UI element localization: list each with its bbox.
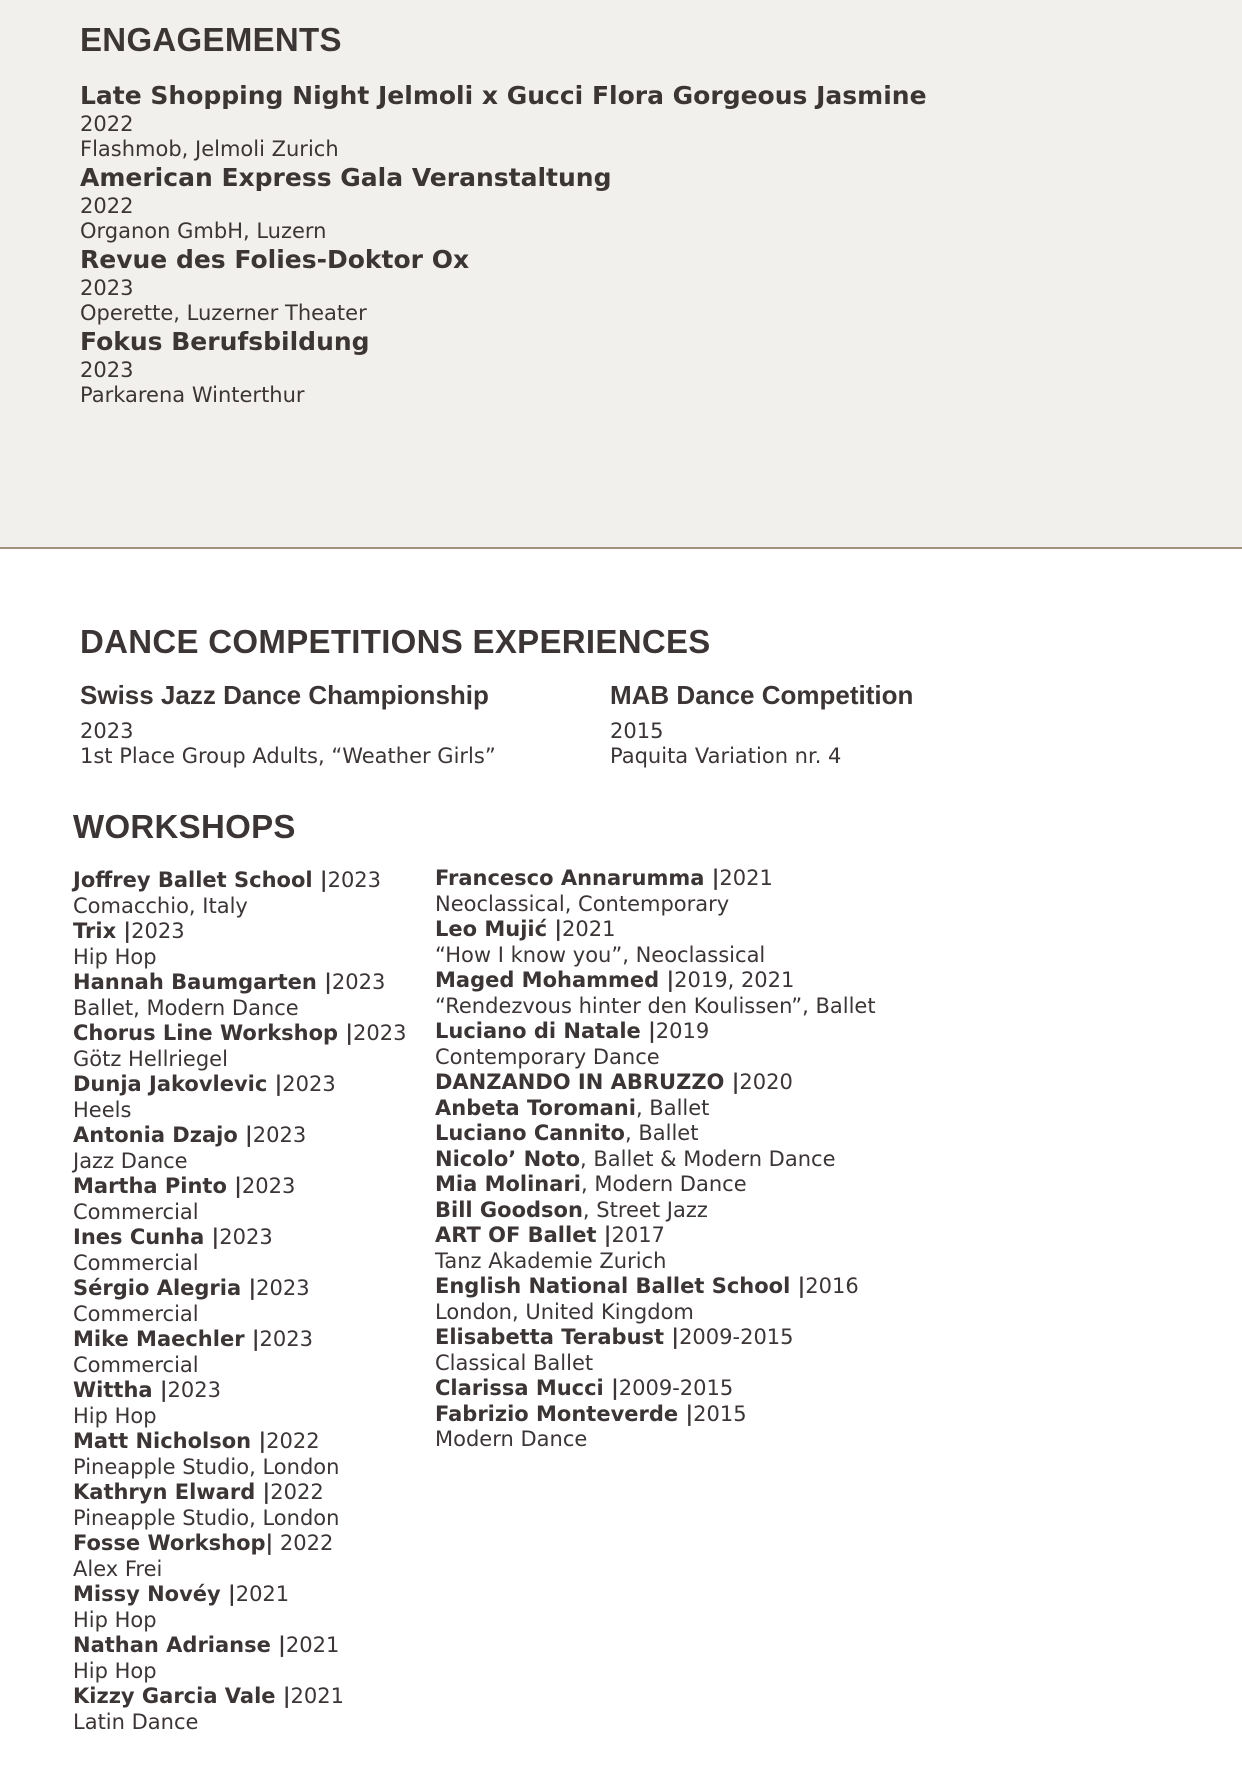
- workshop-detail: Hip Hop: [73, 1403, 157, 1428]
- workshop-name: Clarissa Mucci |: [435, 1376, 619, 1400]
- workshop-detail: Tanz Akademie Zurich: [435, 1248, 667, 1273]
- workshop-detail: Heels: [73, 1097, 132, 1122]
- workshop-detail: Latin Dance: [73, 1709, 199, 1734]
- workshop-year: , Ballet: [624, 1121, 699, 1145]
- workshop-name: English National Ballet School |: [435, 1274, 806, 1298]
- workshop-entry: [435, 1070, 876, 1096]
- workshop-year: 2021: [235, 1582, 290, 1606]
- engagement-year: 2023: [80, 276, 134, 300]
- workshops-right-column: [435, 866, 876, 1453]
- workshop-detail: “Rendezvous hinter den Koulissen”, Ballet: [435, 993, 876, 1018]
- workshop-name: Sérgio Alegria |: [73, 1276, 257, 1300]
- workshop-year: , Modern Dance: [580, 1172, 747, 1196]
- workshop-entry: [73, 1174, 407, 1200]
- workshop-name: Ines Cunha |: [73, 1225, 220, 1249]
- competition-year: 2015: [610, 719, 664, 743]
- workshop-entry: [73, 970, 407, 996]
- workshops-heading: WORKSHOPS: [73, 808, 296, 845]
- workshop-year: 2023: [331, 970, 386, 994]
- workshop-name: Wittha |: [73, 1378, 168, 1402]
- workshop-year: 2016: [805, 1274, 859, 1298]
- workshop-name: Dunja Jakovlevic |: [73, 1072, 283, 1096]
- workshop-detail: Ballet, Modern Dance: [73, 995, 299, 1020]
- workshop-year: 2022: [270, 1480, 324, 1504]
- workshop-entry: [435, 1402, 876, 1428]
- workshop-year: 2023: [353, 1021, 407, 1045]
- engagement-title: American Express Gala Veranstaltung: [80, 163, 612, 192]
- workshop-entry: [73, 1633, 407, 1659]
- workshop-year: , Ballet & Modern Dance: [580, 1146, 836, 1171]
- workshop-name: Luciano Cannito: [435, 1121, 625, 1145]
- engagement-item: [80, 162, 1080, 244]
- workshop-name: Matt Nicholson |: [73, 1429, 267, 1453]
- workshop-name: Bill Goodson: [435, 1197, 583, 1222]
- workshop-name: Maged Mohammed |: [435, 968, 675, 992]
- workshop-year: , Street Jazz: [582, 1197, 708, 1222]
- workshop-name: Mike Maechler |: [73, 1327, 260, 1351]
- engagement-detail: Parkarena Winterthur: [80, 383, 305, 407]
- workshop-name: DANZANDO IN ABRUZZO |: [435, 1070, 740, 1094]
- workshop-year: 2023: [219, 1225, 273, 1249]
- workshop-name: Anbeta Toromani: [435, 1095, 636, 1120]
- workshop-year: 2019: [655, 1019, 710, 1043]
- workshop-year: 2021: [562, 917, 616, 941]
- workshop-detail: Jazz Dance: [73, 1148, 188, 1173]
- workshop-entry: [73, 1684, 407, 1710]
- competition-detail: 1st Place Group Adults, “Weather Girls”: [80, 744, 496, 768]
- workshop-name: ART OF Ballet |: [435, 1223, 612, 1247]
- workshop-year: 2021: [290, 1684, 344, 1708]
- workshop-entry: [73, 1021, 407, 1047]
- workshop-entry: [73, 1123, 407, 1149]
- workshop-name: Nicolo’ Noto: [435, 1146, 581, 1171]
- engagement-year: 2022: [80, 194, 134, 218]
- workshop-year: 2023: [241, 1174, 296, 1198]
- engagement-detail: Organon GmbH, Luzern: [80, 219, 327, 243]
- workshop-name: Missy Novéy |: [73, 1582, 236, 1606]
- workshop-entry: [73, 1225, 407, 1251]
- workshop-detail: Hip Hop: [73, 1658, 157, 1683]
- workshop-name: Martha Pinto |: [73, 1174, 242, 1198]
- workshop-name: Kathryn Elward |: [73, 1480, 271, 1504]
- workshop-detail: Pineapple Studio, London: [73, 1505, 340, 1530]
- workshop-entry: [435, 1274, 876, 1300]
- workshop-year: , Ballet: [635, 1095, 710, 1120]
- workshop-year: 2009-2015: [618, 1376, 734, 1400]
- workshop-entry: [73, 1276, 407, 1302]
- workshop-detail: Pineapple Studio, London: [73, 1454, 340, 1479]
- competition-item: [610, 679, 1110, 769]
- workshop-entry: [435, 1172, 876, 1198]
- workshop-year: 2020: [739, 1070, 793, 1094]
- workshop-year: 2009-2015: [679, 1325, 794, 1349]
- workshop-name: Joffrey Ballet School |: [73, 868, 328, 892]
- engagement-detail: Flashmob, Jelmoli Zurich: [80, 137, 339, 161]
- workshop-name: Kizzy Garcia Vale |: [73, 1684, 291, 1708]
- workshop-entry: [435, 1198, 876, 1224]
- workshop-name: Trix |: [73, 919, 132, 943]
- workshop-entry: [73, 1429, 407, 1455]
- workshop-detail: Neoclassical, Contemporary: [435, 891, 730, 916]
- workshop-entry: [435, 1376, 876, 1402]
- workshop-entry: [435, 917, 876, 943]
- workshop-entry: [435, 1325, 876, 1351]
- competition-title: MAB Dance Competition: [610, 680, 914, 710]
- workshop-year: 2023: [131, 919, 185, 943]
- workshop-name: Fosse Workshop|: [73, 1531, 274, 1555]
- engagement-item: [80, 326, 1080, 408]
- workshop-year: 2023: [327, 868, 382, 892]
- workshop-entry: [73, 1531, 407, 1557]
- competition-title: Swiss Jazz Dance Championship: [80, 680, 489, 710]
- workshop-entry: [435, 1019, 876, 1045]
- workshop-entry: [73, 1480, 407, 1506]
- workshop-entry: [73, 1072, 407, 1098]
- workshop-entry: [73, 1378, 407, 1404]
- engagement-title: Fokus Berufsbildung: [80, 327, 370, 356]
- workshop-year: 2017: [611, 1223, 665, 1247]
- workshop-entry: [73, 868, 407, 894]
- workshop-name: Elisabetta Terabust |: [435, 1325, 680, 1349]
- workshop-name: Luciano di Natale |: [435, 1019, 656, 1043]
- workshop-detail: Modern Dance: [435, 1427, 588, 1451]
- workshop-year: 2022: [273, 1531, 334, 1555]
- engagement-item: [80, 80, 1080, 162]
- engagement-detail: Operette, Luzerner Theater: [80, 301, 367, 325]
- workshop-entry: [435, 1223, 876, 1249]
- workshop-entry: [435, 1147, 876, 1173]
- workshop-detail: Commercial: [73, 1250, 199, 1275]
- workshop-name: Hannah Baumgarten |: [73, 970, 332, 994]
- workshop-entry: [73, 1327, 407, 1353]
- engagement-title: Revue des Folies-Doktor Ox: [80, 245, 470, 274]
- workshop-detail: London, United Kingdom: [435, 1299, 694, 1324]
- workshop-detail: Commercial: [73, 1352, 199, 1377]
- engagement-title: Late Shopping Night Jelmoli x Gucci Flora Gorgeous Jasmine: [80, 81, 927, 110]
- workshop-year: 2023: [259, 1327, 313, 1351]
- workshop-detail: Alex Frei: [73, 1556, 163, 1581]
- workshop-detail: Hip Hop: [73, 1607, 157, 1632]
- workshop-year: 2021: [285, 1633, 340, 1657]
- workshop-year: 2015: [693, 1401, 747, 1426]
- workshop-entry: [435, 1096, 876, 1122]
- workshops-left-column: [73, 868, 407, 1735]
- competitions-heading: DANCE COMPETITIONS EXPERIENCES: [80, 623, 711, 660]
- workshop-year: 2023: [167, 1378, 221, 1402]
- workshop-year: 2023: [256, 1276, 310, 1300]
- workshop-detail: Commercial: [73, 1199, 199, 1224]
- engagement-item: [80, 244, 1080, 326]
- engagement-year: 2023: [80, 358, 134, 382]
- workshop-detail: Commercial: [73, 1301, 199, 1326]
- workshop-entry: [73, 1582, 407, 1608]
- workshop-entry: [73, 919, 407, 945]
- workshop-detail: “How I know you”, Neoclassical: [435, 942, 766, 967]
- competition-item: [80, 679, 580, 769]
- workshop-detail: Götz Hellriegel: [73, 1046, 228, 1071]
- workshop-detail: Classical Ballet: [435, 1350, 594, 1375]
- workshop-year: 2021: [719, 866, 773, 890]
- engagements-list: [80, 80, 1080, 408]
- workshop-year: 2023: [252, 1123, 307, 1147]
- workshop-detail: Contemporary Dance: [435, 1044, 660, 1069]
- workshop-name: Mia Molinari: [435, 1172, 581, 1196]
- workshop-name: Nathan Adrianse |: [73, 1633, 286, 1657]
- workshop-year: 2019, 2021: [674, 968, 795, 992]
- workshop-name: Fabrizio Monteverde |: [435, 1401, 694, 1426]
- workshop-name: Leo Mujić |: [435, 917, 563, 941]
- workshop-entry: [435, 968, 876, 994]
- competition-year: 2023: [80, 719, 134, 743]
- workshop-entry: [435, 1121, 876, 1147]
- workshop-year: 2022: [266, 1429, 320, 1453]
- competition-detail: Paquita Variation nr. 4: [610, 744, 842, 768]
- workshop-name: Chorus Line Workshop |: [73, 1021, 354, 1045]
- workshop-name: Francesco Annarumma |: [435, 866, 720, 890]
- engagement-year: 2022: [80, 112, 134, 136]
- workshop-detail: Comacchio, Italy: [73, 893, 248, 918]
- engagements-heading: ENGAGEMENTS: [80, 21, 342, 58]
- workshop-year: 2023: [282, 1072, 336, 1096]
- workshop-name: Antonia Dzajo |: [73, 1123, 253, 1147]
- workshop-detail: Hip Hop: [73, 944, 157, 969]
- workshop-entry: [435, 866, 876, 892]
